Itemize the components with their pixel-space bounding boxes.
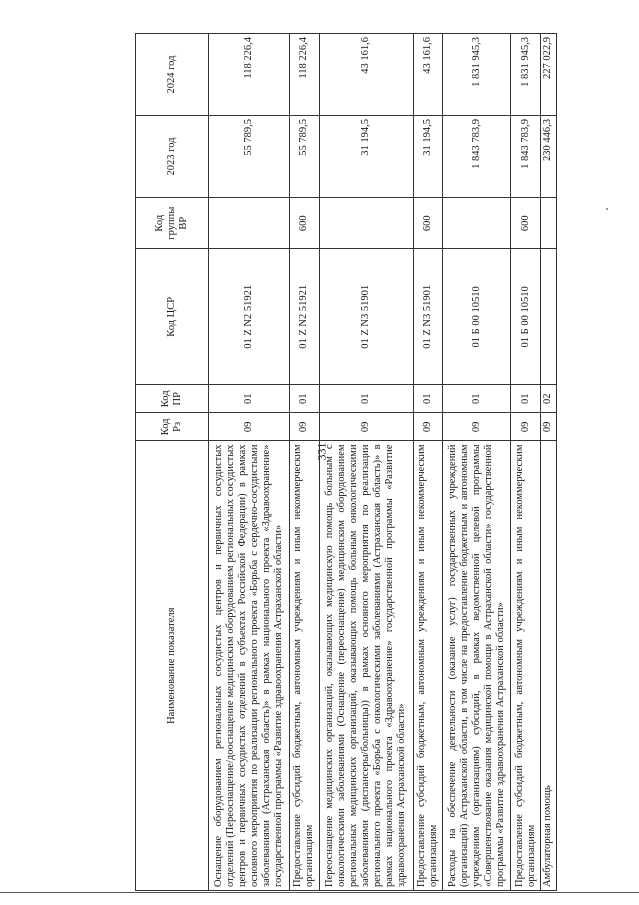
scan-speck	[606, 208, 608, 210]
header-name: Наименование показателя	[136, 441, 209, 891]
row-csr: 01 Б 00 10510	[443, 249, 511, 385]
row-rz: 09	[511, 413, 540, 441]
row-csr: 01 Z N3 51901	[413, 249, 442, 385]
row-2024: 118 226,4	[209, 34, 290, 116]
table-row	[319, 34, 413, 891]
row-vr	[443, 197, 511, 249]
row-2023: 55 789,5	[290, 116, 319, 198]
row-pr: 01	[413, 385, 442, 413]
rotated-table-frame	[135, 33, 557, 891]
row-pr: 01	[290, 385, 319, 413]
row-rz: 09	[209, 413, 290, 441]
row-2023: 1 843 783,9	[511, 116, 540, 198]
row-2023: 31 194,5	[413, 116, 442, 198]
row-2024: 1 831 945,3	[511, 34, 540, 116]
row-vr	[209, 197, 290, 249]
row-name: Оснащение оборудованием региональных сосудистых центров и первичных сосудистых отделений (Переоснащение/дооснащение медицинским оборудованием региональных сосудистых центров и первичных сосудистых отделений в субъектах Российской Федерации) в рамках основного мероприятия по реализации регионального проекта «Борьба с сердечно-сосудистыми заболеваниями (Астраханская область)» в рамках национального проекта «Здравоохранение» государственной программы «Развитие здравоохранения Астраханской области»	[209, 441, 290, 891]
row-vr: 600	[413, 197, 442, 249]
row-2023: 55 789,5	[209, 116, 290, 198]
table-row	[443, 34, 511, 891]
row-vr	[540, 197, 556, 249]
row-pr: 01	[511, 385, 540, 413]
row-pr: 01	[319, 385, 413, 413]
budget-table	[135, 33, 557, 891]
row-name: Расходы на обеспечение деятельности (оказание услуг) государственных учреждений (организаций) Астраханской области, в том числе на предоставление бюджетным и автономным учреждениям (организациям) субсидий, в рамках ведомственной целевой программы «Совершенствование оказания медицинской помощи в Астраханской области» государственной программы «Развитие здравоохранения Астраханской области»	[443, 441, 511, 891]
table-row	[209, 34, 290, 891]
row-2023: 31 194,5	[319, 116, 413, 198]
row-pr: 02	[540, 385, 556, 413]
row-name: Предоставление субсидий бюджетным, автономным учреждениям и иным некоммерческим организациям	[511, 441, 540, 891]
header-vr: Код группы ВР	[136, 197, 209, 249]
row-2024: 43 161,6	[413, 34, 442, 116]
row-rz: 09	[319, 413, 413, 441]
row-2024: 1 831 945,3	[443, 34, 511, 116]
table-header-row	[136, 34, 209, 891]
table-row	[413, 34, 442, 891]
row-csr	[540, 249, 556, 385]
row-name: Переоснащение медицинских организаций, оказывающих медицинскую помощь больным с онкологическими заболеваниями (Оснащение (переоснащение) медицинским оборудованием региональных медицинских организаций, оказывающих помощь больным онкологическими заболеваниями (диспансеры/больницы)) в рамках основного мероприятия по реализации регионального проекта «Борьба с онкологическими заболеваниями (Астраханская область)» в рамках национального проекта «Здравоохранение» государственной программы «Развитие здравоохранения Астраханской области»	[319, 441, 413, 891]
row-csr: 01 Z N3 51901	[319, 249, 413, 385]
header-2024: 2024 год	[136, 34, 209, 116]
row-rz: 09	[443, 413, 511, 441]
row-csr: 01 Z N2 51921	[290, 249, 319, 385]
row-rz: 09	[540, 413, 556, 441]
header-rz: Код Рз	[136, 413, 209, 441]
header-csr: Код ЦСР	[136, 249, 209, 385]
table-row	[511, 34, 540, 891]
row-name: Амбулаторная помощь	[540, 441, 556, 891]
page-number: 331	[314, 442, 329, 461]
table-row	[540, 34, 556, 891]
rotated-table-container	[135, 33, 557, 891]
row-vr: 600	[511, 197, 540, 249]
header-pr: Код ПР	[136, 385, 209, 413]
row-rz: 09	[413, 413, 442, 441]
row-rz: 09	[290, 413, 319, 441]
row-2024: 43 161,6	[319, 34, 413, 116]
row-name: Предоставление субсидий бюджетным, автономным учреждениям и иным некоммерческим организациям	[290, 441, 319, 891]
row-csr: 01 Z N2 51921	[209, 249, 290, 385]
row-2023: 230 446,3	[540, 116, 556, 198]
row-name: Предоставление субсидий бюджетным, автономным учреждениям и иным некоммерческим организациям	[413, 441, 442, 891]
row-pr: 01	[443, 385, 511, 413]
row-2024: 118 226,4	[290, 34, 319, 116]
row-vr	[319, 197, 413, 249]
scan-edge-line	[0, 892, 639, 893]
row-csr: 01 Б 00 10510	[511, 249, 540, 385]
row-pr: 01	[209, 385, 290, 413]
row-2024: 227 022,9	[540, 34, 556, 116]
row-2023: 1 843 783,9	[443, 116, 511, 198]
table-row	[290, 34, 319, 891]
row-vr: 600	[290, 197, 319, 249]
header-2023: 2023 год	[136, 116, 209, 198]
